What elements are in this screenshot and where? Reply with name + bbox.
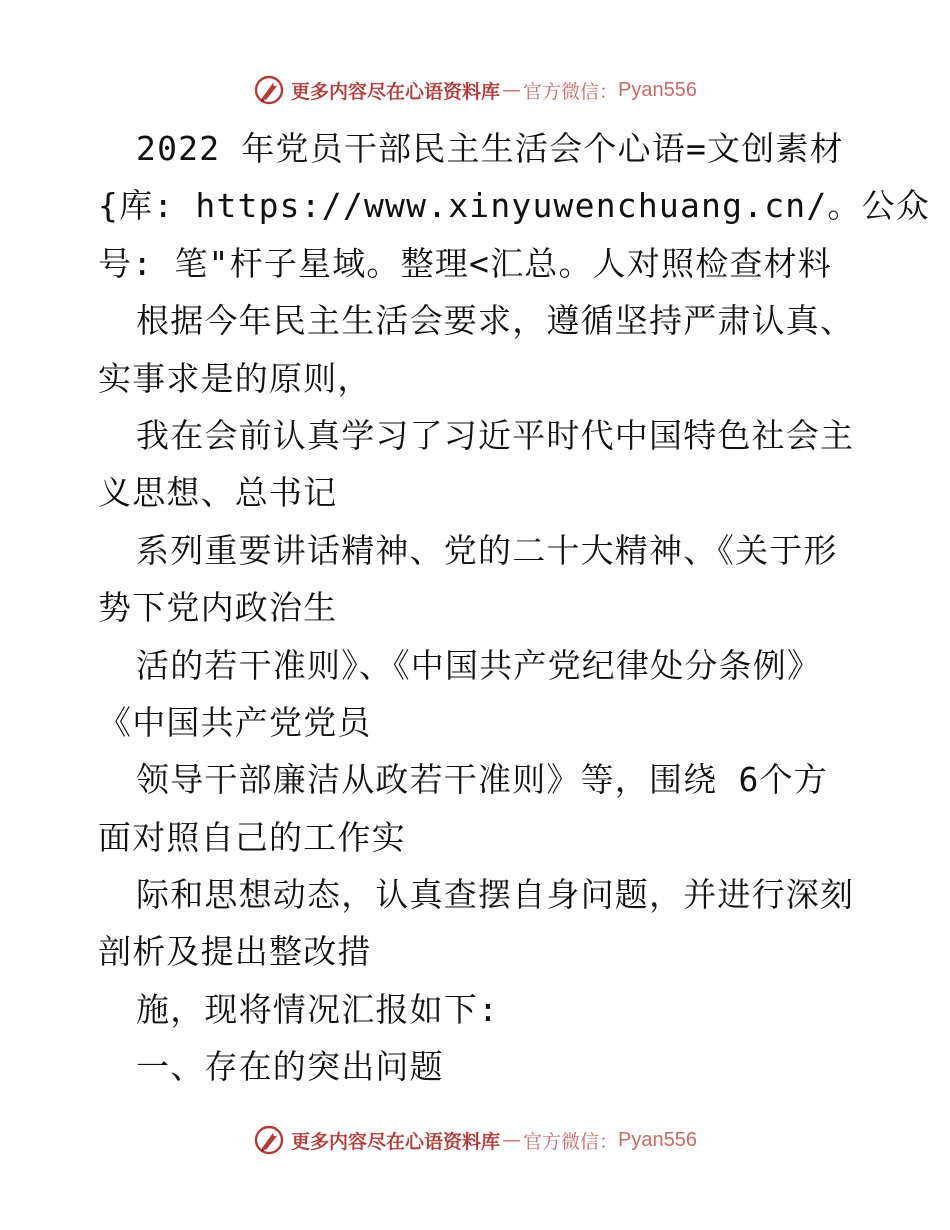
banner-text: 更多内容尽在心语资料库 [291, 1130, 501, 1153]
body-line: 号: 笔"杆子星域。整理<汇总。人对照检查材料 [98, 243, 833, 283]
body-line: 根据今年民主生活会要求，遵循坚持严肃认真、 [136, 301, 855, 341]
body-line: 面对照自己的工作实 [98, 817, 406, 857]
body-line: 系列重要讲话精神、党的二十大精神、《关于形 [136, 530, 838, 570]
header-watermark-banner [0, 70, 950, 110]
footer-watermark-banner [0, 1120, 950, 1160]
body-line: 剖析及提出整改措 [98, 932, 372, 972]
banner-wechat-id: Pyan556 [618, 1128, 697, 1151]
pen-logo-icon [253, 1124, 285, 1156]
section-heading: 一、存在的突出问题 [136, 1047, 444, 1087]
banner-wechat-label: 官方微信： [523, 1130, 619, 1153]
body-line: 义思想、总书记 [98, 473, 338, 513]
pen-logo-icon [253, 74, 285, 106]
body-line: 《中国共产党党员 [98, 702, 372, 742]
body-line: 领导干部廉洁从政若干准则》等，围绕 6个方 [136, 760, 828, 800]
banner-text: 更多内容尽在心语资料库 [291, 80, 501, 103]
banner-wechat-id: Pyan556 [618, 78, 697, 101]
document-body [98, 120, 931, 1096]
body-line: 际和思想动态，认真查摆自身问题，并进行深刻 [136, 875, 855, 915]
body-line: 活的若干准则》、《中国共产党纪律处分条例》 [136, 645, 822, 685]
body-line: 我在会前认真学习了习近平时代中国特色社会主 [136, 415, 855, 455]
body-line: 施，现将情况汇报如下: [136, 989, 500, 1029]
banner-separator: — [502, 1129, 522, 1151]
body-line: 势下党内政治生 [98, 588, 338, 628]
banner-separator: — [502, 79, 522, 101]
body-line: 实事求是的原则， [98, 358, 372, 398]
body-line: {库: https://www.xinyuwenchuang.cn/。公众 [98, 186, 931, 226]
banner-wechat-label: 官方微信： [523, 80, 619, 103]
body-line: 2022 年党员干部民主生活会个心语=文创素材 [136, 129, 844, 168]
